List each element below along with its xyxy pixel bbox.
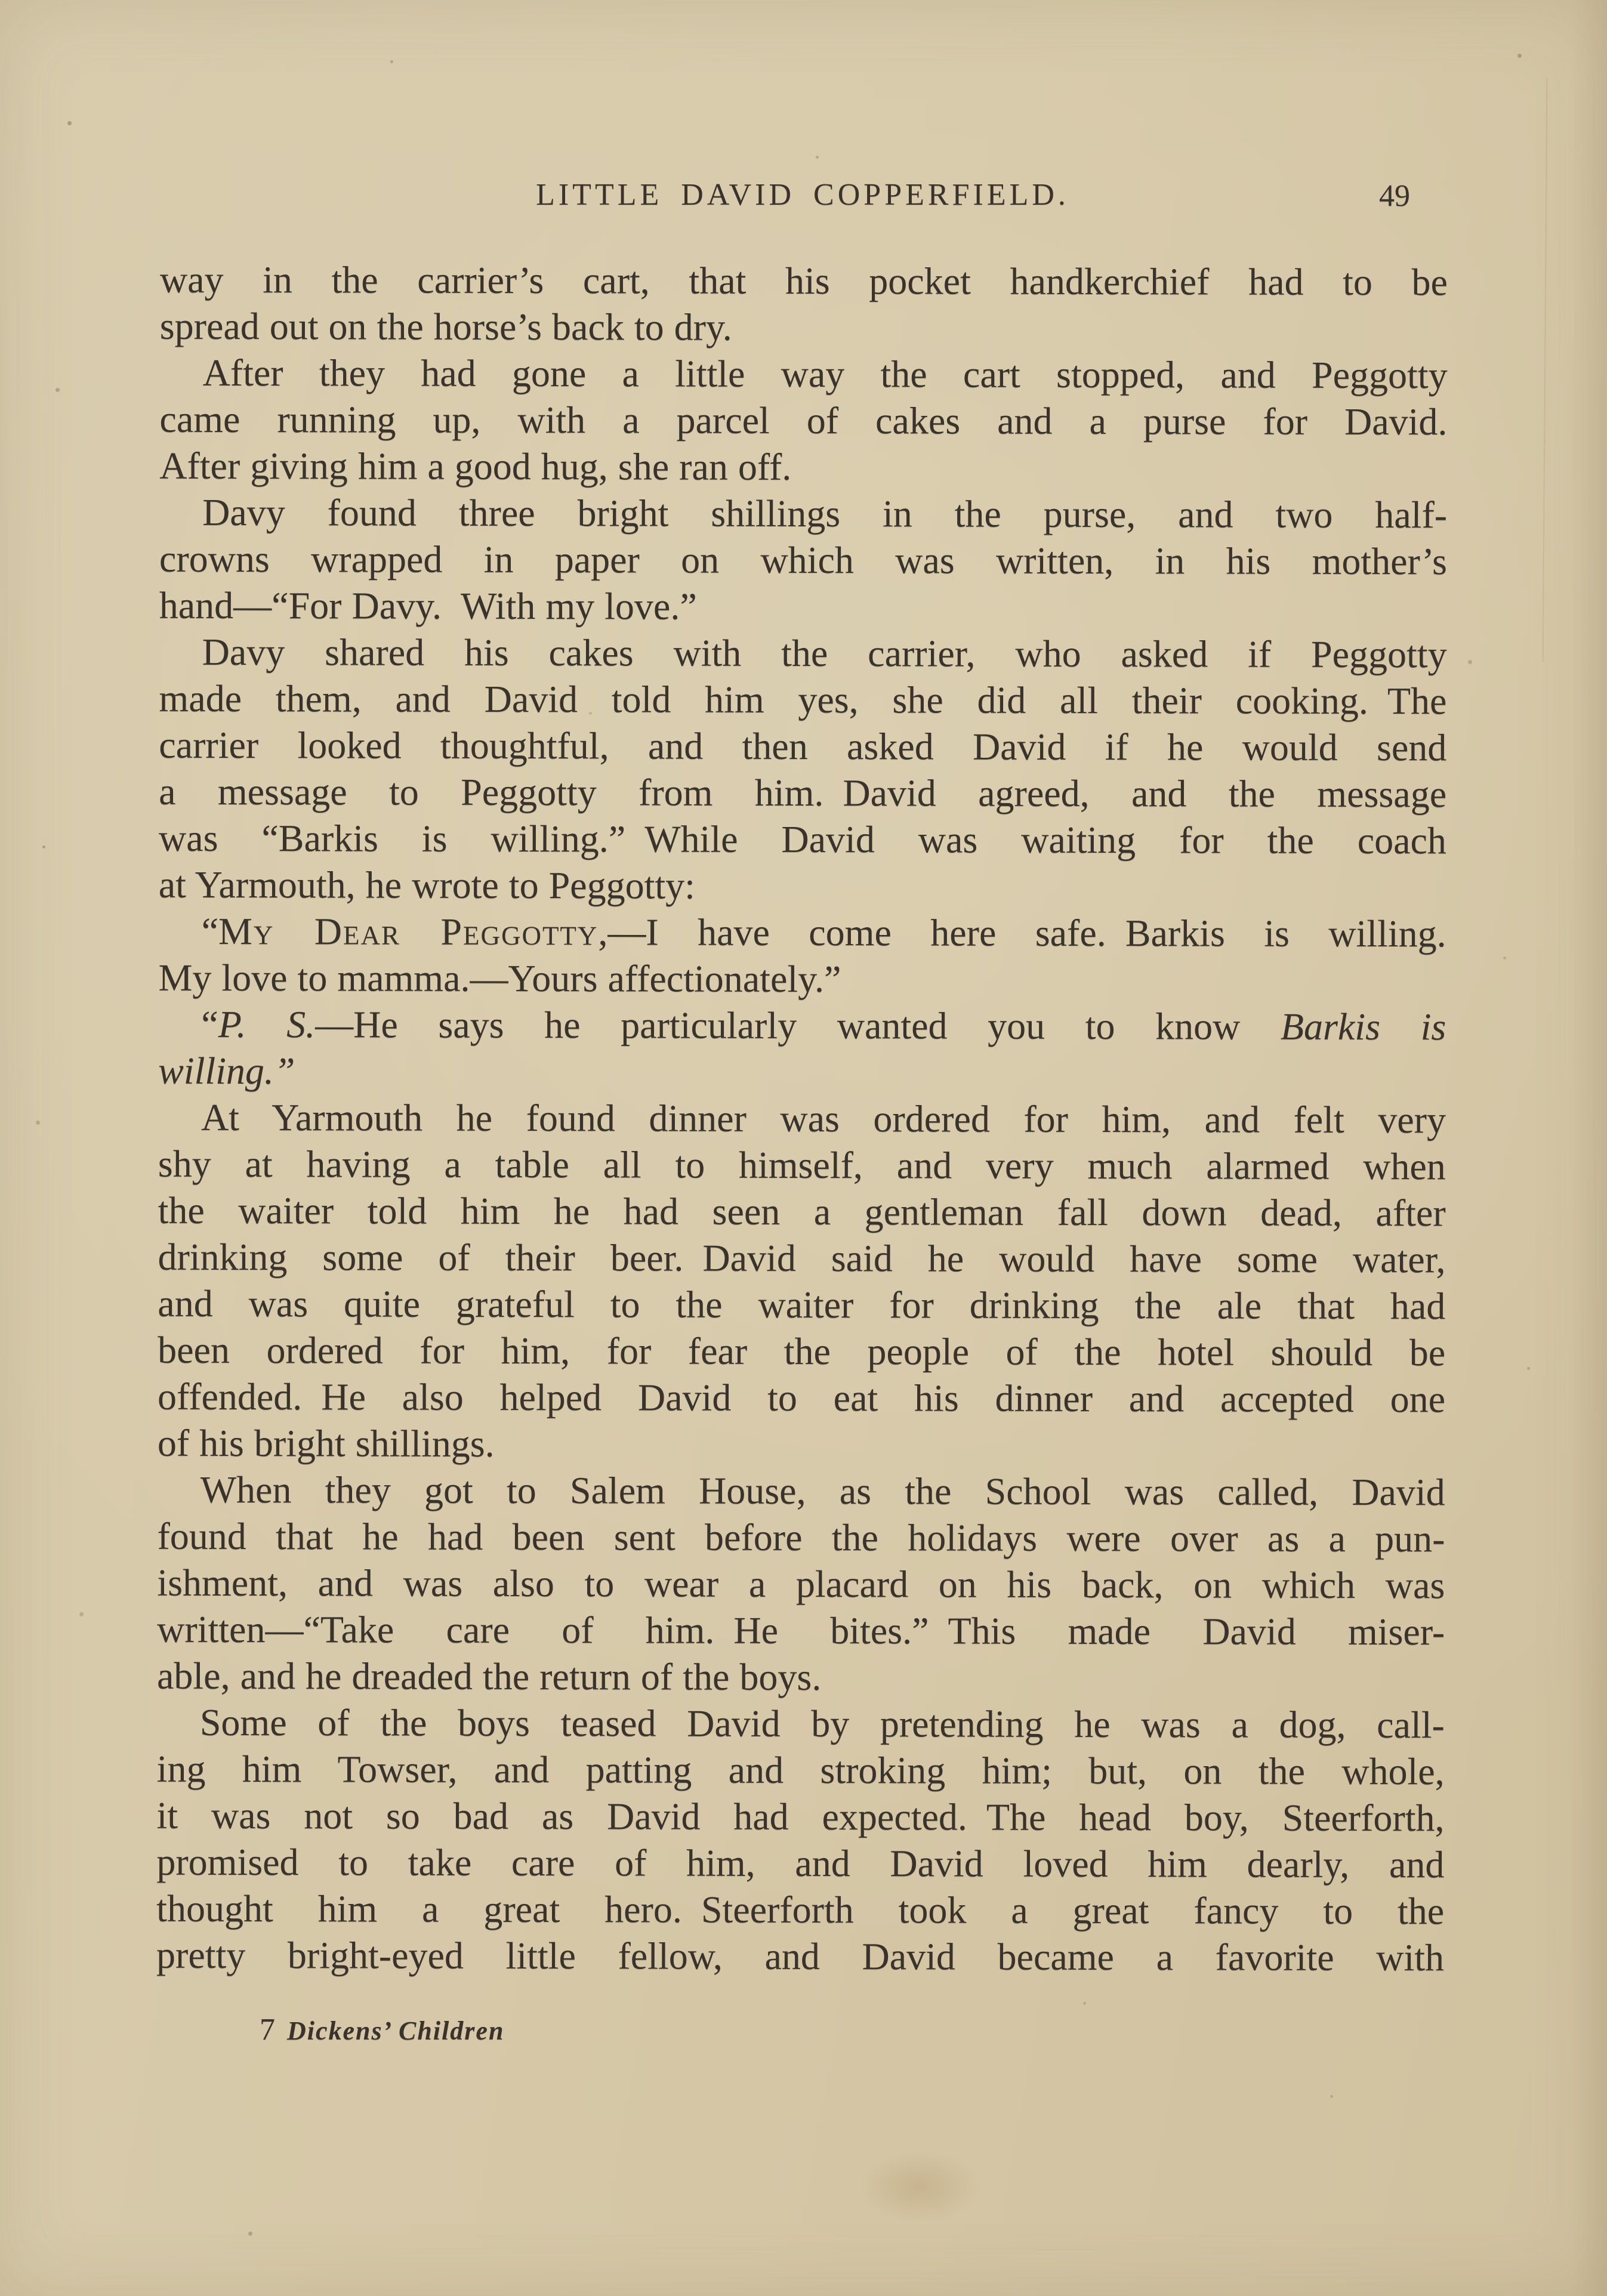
text-segment: way in the carrier’s cart, that his pocket handkerchief had to be	[159, 258, 1448, 304]
text-line	[158, 1187, 1446, 1237]
text-segment: spread out on the horse’s back to dry.	[159, 304, 732, 348]
text-line	[158, 1094, 1446, 1144]
text-line	[160, 257, 1448, 306]
text-segment: My love to mamma.—Yours affectionately.”	[158, 956, 841, 1001]
text-segment: at Yarmouth, he wrote to Peggotty:	[158, 863, 696, 907]
text-line	[158, 1374, 1445, 1423]
text-line	[159, 629, 1447, 678]
text-segment: ,—I have come here safe. Barkis is willing.	[598, 911, 1446, 955]
text-segment: —He says he particularly wanted you to know	[315, 1003, 1281, 1048]
text-line	[157, 1560, 1445, 1609]
text-segment: hand—“For Davy. With my love.”	[159, 584, 697, 628]
text-line	[158, 955, 1446, 1004]
text-line	[159, 722, 1446, 771]
text-segment: drinking some of their beer. David said he would have some water,	[158, 1235, 1446, 1281]
text-segment: shy at having a table all to himself, and very much alarmed when	[158, 1142, 1446, 1188]
text-segment: it was not so bad as David had expected. The head boy, Steerforth,	[156, 1794, 1445, 1840]
text-segment: and was quite grateful to the waiter for drinking the ale that had	[158, 1282, 1446, 1328]
text-line	[158, 1280, 1445, 1330]
text-segment: ishment, and was also to wear a placard on his back, on which was	[157, 1561, 1445, 1607]
text-line	[159, 582, 1447, 632]
text-line	[158, 1001, 1446, 1051]
text-line	[156, 1839, 1444, 1888]
text-segment: been ordered for him, for fear the people of the hotel should be	[158, 1328, 1446, 1374]
text-line	[156, 1792, 1444, 1842]
text-segment: willing.”	[158, 1049, 295, 1093]
text-segment: made them, and David told him yes, she did all their cooking. The	[159, 677, 1447, 723]
text-line	[157, 1606, 1445, 1656]
text-segment: found that he had been sent before the holidays were over as a pun-	[157, 1514, 1445, 1560]
text-segment: pretty bright-eyed little fellow, and David became a favorite with	[156, 1933, 1445, 1979]
text-segment: At Yarmouth he found dinner was ordered for him, and felt very	[201, 1095, 1446, 1141]
text-segment: offended. He also helped David to eat his dinner and accepted one	[157, 1375, 1446, 1421]
text-line	[160, 350, 1448, 399]
text-segment: Barkis is	[1280, 1005, 1446, 1048]
paper-specks	[0, 0, 2, 2]
text-segment: a message to Peggotty from him. David agreed, and the message	[159, 770, 1447, 816]
text-segment: came running up, with a parcel of cakes and a purse for David.	[159, 397, 1448, 443]
text-segment: carrier looked thoughtful, and then asked David if he would send	[159, 723, 1447, 769]
text-line	[159, 443, 1447, 492]
text-segment: able, and he dreaded the return of the boys.	[156, 1654, 822, 1699]
text-segment: Davy found three bright shillings in the purse, and two half-	[202, 490, 1448, 536]
text-line	[159, 862, 1446, 911]
text-line	[159, 536, 1447, 585]
text-line	[159, 769, 1446, 818]
text-segment: promised to take care of him, and David loved him dearly, and	[156, 1840, 1445, 1886]
text-segment: “	[201, 1002, 218, 1045]
text-line	[158, 1141, 1446, 1190]
text-segment: “	[201, 909, 219, 952]
text-line	[157, 1699, 1445, 1749]
text-line	[157, 1513, 1445, 1563]
text-line	[157, 1746, 1445, 1795]
text-segment: of his bright shillings.	[157, 1421, 495, 1465]
text-line	[159, 489, 1447, 539]
text-segment: P. S.	[218, 1002, 316, 1046]
book-title: Dickens’ Children	[287, 2016, 505, 2045]
page-header	[158, 177, 1447, 218]
text-segment: After they had gone a little way the cart stopped, and Peggotty	[202, 351, 1448, 397]
text-line	[159, 396, 1447, 446]
text-segment: Davy shared his cakes with the carrier, who asked if Peggotty	[202, 630, 1447, 676]
text-line	[158, 1327, 1445, 1377]
text-segment: ing him Towser, and patting and stroking him; but, on the whole,	[156, 1747, 1445, 1793]
text-segment: written—“Take care of him. He bites.” This made David miser-	[157, 1607, 1445, 1653]
text-line	[159, 908, 1446, 958]
text-line	[160, 303, 1448, 353]
text-line	[157, 1653, 1445, 1702]
text-line	[158, 1234, 1445, 1283]
body-text	[156, 257, 1448, 1982]
text-line	[158, 1048, 1446, 1097]
text-segment: was “Barkis is willing.” While David was waiting for the coach	[158, 816, 1447, 862]
text-line	[158, 1420, 1445, 1470]
text-line	[158, 1467, 1445, 1516]
text-line	[159, 675, 1446, 725]
text-line	[156, 1885, 1444, 1935]
signature-number: 7	[260, 2013, 275, 2047]
page-footer	[260, 2012, 504, 2047]
text-line	[159, 815, 1446, 865]
text-segment: crowns wrapped in paper on which was written, in his mother’s	[159, 537, 1448, 583]
text-segment: My Dear Peggotty	[218, 909, 599, 953]
running-title: LITTLE DAVID COPPERFIELD.	[536, 178, 1069, 212]
page-number: 49	[1379, 179, 1410, 213]
text-line	[156, 1932, 1444, 1982]
text-segment: thought him a great hero. Steerforth took a great fancy to the	[156, 1887, 1445, 1933]
text-segment: When they got to Salem House, as the School was called, David	[200, 1468, 1445, 1514]
paper-scratch	[1543, 78, 1548, 662]
text-segment: After giving him a good hug, she ran off.	[159, 444, 792, 488]
text-segment: Some of the boys teased David by pretending he was a dog, call-	[199, 1701, 1445, 1746]
text-segment: the waiter told him he had seen a gentleman fall down dead, after	[158, 1189, 1446, 1235]
